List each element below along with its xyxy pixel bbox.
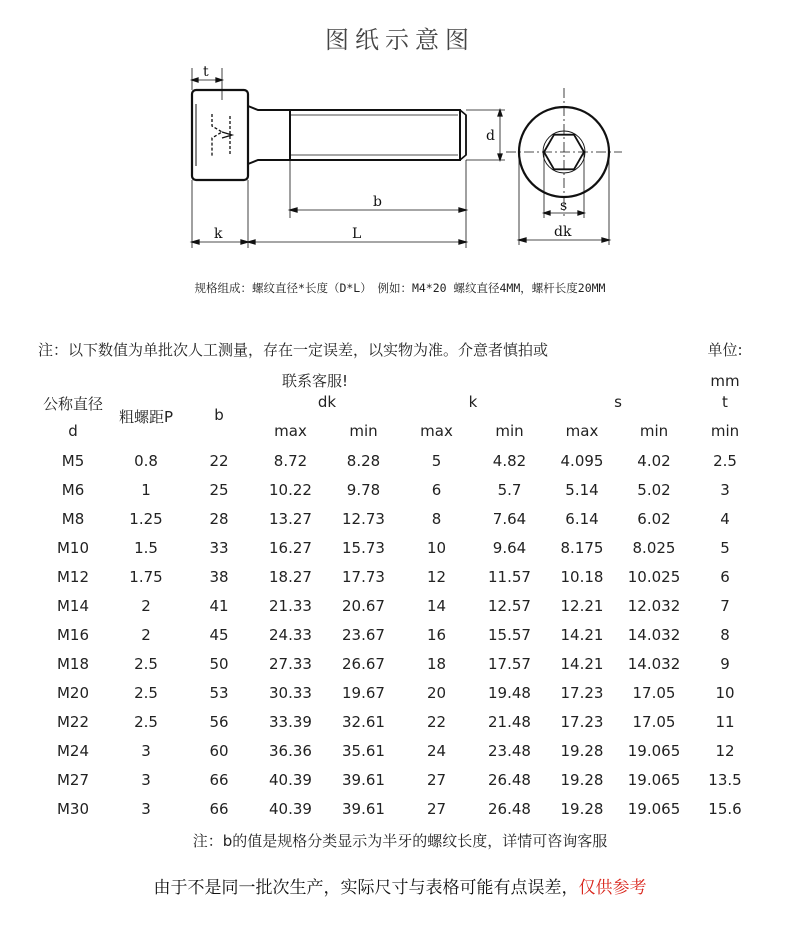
cell-k-min: 21.48 — [488, 712, 531, 731]
cell-s-max: 4.095 — [560, 451, 604, 470]
cell-s-min: 17.05 — [632, 683, 676, 702]
cell-dk-min: 9.78 — [346, 480, 381, 499]
cell-b: 28 — [209, 509, 229, 528]
cell-k-min: 17.57 — [488, 654, 531, 673]
cell-s-min: 14.032 — [627, 654, 681, 673]
header-s-max: max — [565, 422, 599, 440]
table-row — [38, 533, 760, 562]
cell-s-max: 5.14 — [565, 480, 599, 499]
cell-dk-max: 33.39 — [269, 712, 312, 731]
cell-dk-min: 35.61 — [342, 741, 385, 760]
table-row — [38, 446, 760, 475]
cell-k-max: 16 — [426, 625, 447, 644]
cell-b: 33 — [209, 538, 229, 557]
cell-p: 0.8 — [134, 451, 158, 470]
cell-t-min: 6 — [720, 567, 730, 586]
cell-k-min: 26.48 — [488, 799, 531, 818]
cell-k-min: 4.82 — [492, 451, 527, 470]
cell-dk-max: 21.33 — [269, 596, 312, 615]
cell-p: 1 — [141, 480, 151, 499]
table-row — [38, 562, 760, 591]
unit-block — [690, 335, 760, 397]
cell-dk-max: 8.72 — [273, 451, 308, 470]
table-row — [38, 765, 760, 794]
cell-dk-min: 15.73 — [342, 538, 385, 557]
cell-dk-min: 12.73 — [342, 509, 385, 528]
cell-k-max: 10 — [426, 538, 447, 557]
disclaimer-highlight: 仅供参考 — [578, 878, 647, 898]
cell-s-max: 8.175 — [560, 538, 604, 557]
cell-dk-min: 39.61 — [342, 799, 385, 818]
cell-d: M20 — [56, 683, 90, 702]
cell-t-min: 2.5 — [713, 451, 737, 470]
cell-s-max: 17.23 — [560, 712, 604, 731]
cell-d: M16 — [56, 625, 90, 644]
cell-t-min: 15.6 — [708, 799, 742, 818]
cell-dk-max: 16.27 — [269, 538, 312, 557]
cell-d: M14 — [56, 596, 90, 615]
table-row — [38, 794, 760, 823]
screw-head-side — [192, 90, 248, 180]
spec-table — [38, 446, 760, 823]
header-nominal-sym: d — [68, 422, 78, 440]
cell-s-max: 12.21 — [560, 596, 604, 615]
cell-k-min: 9.64 — [492, 538, 527, 557]
label-b: b — [373, 194, 382, 210]
table-row — [38, 707, 760, 736]
cell-dk-max: 18.27 — [269, 567, 312, 586]
cell-s-min: 17.05 — [632, 712, 676, 731]
cell-b: 66 — [209, 770, 229, 789]
cell-k-min: 15.57 — [488, 625, 531, 644]
cell-s-max: 19.28 — [560, 799, 604, 818]
cell-p: 1.75 — [129, 567, 163, 586]
label-k: k — [214, 226, 223, 242]
cell-s-max: 10.18 — [560, 567, 604, 586]
page-title: 图纸示意图 — [325, 26, 475, 54]
cell-dk-min: 23.67 — [342, 625, 385, 644]
cell-s-max: 19.28 — [560, 741, 604, 760]
cell-k-max: 14 — [426, 596, 447, 615]
screw-drawing — [0, 60, 800, 260]
header-k-max: max — [420, 422, 453, 440]
cell-p: 3 — [141, 741, 151, 760]
screw-shank — [248, 106, 290, 164]
cell-k-max: 27 — [426, 799, 447, 818]
cell-dk-max: 10.22 — [269, 480, 312, 499]
cell-k-min: 19.48 — [488, 683, 531, 702]
cell-s-min: 8.025 — [632, 538, 676, 557]
label-L: L — [352, 226, 362, 242]
cell-s-min: 19.065 — [627, 770, 681, 789]
cell-dk-max: 40.39 — [269, 770, 312, 789]
cell-k-max: 20 — [426, 683, 447, 702]
cell-s-min: 5.02 — [637, 480, 671, 499]
cell-k-max: 27 — [426, 770, 447, 789]
cell-k-max: 12 — [426, 567, 447, 586]
cell-s-max: 17.23 — [560, 683, 604, 702]
measurement-note-line2: 联系客服! — [282, 372, 349, 390]
cell-t-min: 11 — [715, 712, 735, 731]
cell-s-min: 14.032 — [627, 625, 681, 644]
cell-d: M5 — [61, 451, 85, 470]
cell-dk-max: 36.36 — [269, 741, 312, 760]
cell-p: 2 — [141, 625, 151, 644]
label-dk: dk — [554, 224, 572, 240]
cell-d: M12 — [56, 567, 90, 586]
cell-t-min: 10 — [715, 683, 735, 702]
cell-dk-max: 40.39 — [269, 799, 312, 818]
unit-label: 单位: — [707, 341, 743, 359]
cell-s-min: 4.02 — [637, 451, 671, 470]
cell-p: 2.5 — [134, 654, 158, 673]
cell-k-min: 5.7 — [497, 480, 522, 499]
cell-s-max: 14.21 — [560, 625, 604, 644]
cell-dk-min: 17.73 — [342, 567, 385, 586]
cell-k-max: 18 — [426, 654, 447, 673]
cell-b: 53 — [209, 683, 229, 702]
cell-dk-max: 27.33 — [269, 654, 312, 673]
cell-t-min: 3 — [720, 480, 730, 499]
cell-k-max: 22 — [426, 712, 447, 731]
cell-k-max: 24 — [426, 741, 447, 760]
cell-p: 3 — [141, 799, 151, 818]
cell-dk-min: 26.67 — [342, 654, 385, 673]
cell-s-min: 19.065 — [627, 799, 681, 818]
cell-b: 22 — [209, 451, 229, 470]
cell-d: M8 — [61, 509, 85, 528]
table-row — [38, 504, 760, 533]
cell-b: 25 — [209, 480, 229, 499]
cell-s-min: 10.025 — [627, 567, 681, 586]
table-row — [38, 649, 760, 678]
cell-d: M22 — [56, 712, 90, 731]
cell-dk-max: 24.33 — [269, 625, 312, 644]
label-d: d — [486, 128, 495, 144]
header-dk-max: max — [274, 422, 307, 440]
cell-d: M10 — [56, 538, 90, 557]
cell-k-min: 7.64 — [492, 509, 527, 528]
cell-s-min: 19.065 — [627, 741, 681, 760]
cell-b: 56 — [209, 712, 229, 731]
cell-k-min: 12.57 — [488, 596, 531, 615]
cell-d: M27 — [56, 770, 90, 789]
cell-p: 1.25 — [129, 509, 163, 528]
cell-p: 2.5 — [134, 683, 158, 702]
header-pitch: 粗螺距P — [118, 408, 174, 426]
cell-t-min: 5 — [720, 538, 730, 557]
table-row — [38, 620, 760, 649]
cell-s-min: 12.032 — [627, 596, 681, 615]
header-t-min: min — [710, 422, 740, 440]
header-k-min: min — [495, 422, 524, 440]
cell-dk-min: 39.61 — [342, 770, 385, 789]
cell-t-min: 8 — [720, 625, 730, 644]
label-t: t — [203, 64, 209, 80]
header-b: b — [214, 406, 224, 424]
disclaimer — [0, 873, 800, 898]
cell-d: M24 — [56, 741, 90, 760]
table-row — [38, 591, 760, 620]
cell-t-min: 7 — [720, 596, 730, 615]
cell-p: 1.5 — [134, 538, 158, 557]
header-dk-min: min — [349, 422, 378, 440]
cell-p: 2 — [141, 596, 151, 615]
cell-k-min: 11.57 — [488, 567, 531, 586]
cell-t-min: 9 — [720, 654, 730, 673]
cell-d: M6 — [61, 480, 85, 499]
cell-b: 41 — [209, 596, 229, 615]
cell-dk-min: 8.28 — [346, 451, 381, 470]
cell-s-max: 14.21 — [560, 654, 604, 673]
cell-p: 3 — [141, 770, 151, 789]
cell-s-min: 6.02 — [637, 509, 671, 528]
cell-k-max: 6 — [431, 480, 442, 499]
cell-t-min: 13.5 — [708, 770, 742, 789]
cell-s-max: 6.14 — [565, 509, 599, 528]
cell-t-min: 12 — [715, 741, 735, 760]
cell-k-max: 8 — [431, 509, 442, 528]
cell-dk-max: 30.33 — [269, 683, 312, 702]
cell-d: M30 — [56, 799, 90, 818]
unit-value: mm — [710, 372, 740, 390]
spec-format-note: 规格组成：螺纹直径*长度（D*L） 例如：M4*20 螺纹直径4MM，螺杆长度20MM — [194, 281, 606, 295]
cell-k-max: 5 — [431, 451, 442, 470]
table-row — [38, 678, 760, 707]
b-value-footnote: 注：b的值是规格分类显示为半牙的螺纹长度，详情可咨询客服 — [192, 832, 608, 850]
cell-b: 60 — [209, 741, 229, 760]
cell-p: 2.5 — [134, 712, 158, 731]
table-row — [38, 475, 760, 504]
cell-d: M18 — [56, 654, 90, 673]
cell-t-min: 4 — [720, 509, 730, 528]
header-s: s — [614, 393, 622, 411]
measurement-note — [38, 335, 638, 397]
screw-thread — [290, 110, 460, 160]
disclaimer-text: 由于不是同一批次生产，实际尺寸与表格可能有点误差， — [153, 878, 579, 898]
cell-k-min: 26.48 — [488, 770, 531, 789]
cell-dk-min: 32.61 — [342, 712, 385, 731]
cell-dk-min: 19.67 — [342, 683, 385, 702]
header-dk: dk — [317, 393, 337, 411]
cell-k-min: 23.48 — [488, 741, 531, 760]
measurement-note-line1: 注：以下数值为单批次人工测量，存在一定误差，以实物为准。介意者慎拍或 — [38, 341, 549, 359]
cell-b: 66 — [209, 799, 229, 818]
cell-b: 50 — [209, 654, 229, 673]
header-t: t — [722, 393, 728, 411]
cell-b: 45 — [209, 625, 229, 644]
cell-b: 38 — [209, 567, 229, 586]
table-row — [38, 736, 760, 765]
cell-dk-max: 13.27 — [269, 509, 312, 528]
header-s-min: min — [639, 422, 669, 440]
cell-dk-min: 20.67 — [342, 596, 385, 615]
header-nominal: 公称直径 — [42, 395, 103, 413]
header-k: k — [468, 393, 478, 411]
label-s: s — [560, 198, 568, 214]
cell-s-max: 19.28 — [560, 770, 604, 789]
